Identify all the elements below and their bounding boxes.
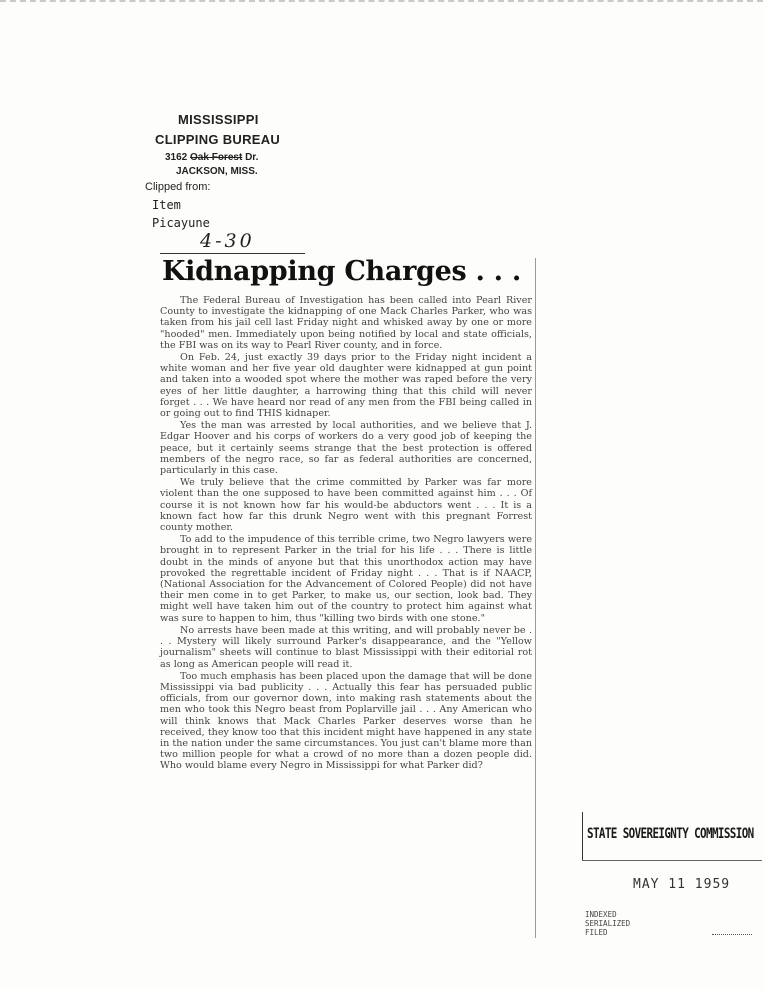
stamp-date: MAY 11 1959 bbox=[633, 877, 731, 892]
article-paragraph: The Federal Bureau of Investigation has been called into Pearl River County to investigate the kidnapping of one Mack Charles Parker, who was taken from his jail cell last Friday night and whisked away by one or more "hooded" men. Immediately upon being notified by local and state officials, the FBI was on its way to Pearl River county, and in force. bbox=[160, 295, 532, 351]
bureau-name: CLIPPING BUREAU bbox=[155, 132, 281, 147]
article-headline: Kidnapping Charges . . . bbox=[162, 256, 521, 287]
article-paragraph: To add to the impudence of this terrible crime, two Negro lawyers were brought in to represent Parker in the trial for his life . . . There is little doubt in the minds of anyone but that this unorthodox action may have provoked the regrettable incident of Friday night . . . That is if NAACP, (National Association for the Advancement of Colored People) did not have their men come in to get Parker, to make us, our section, look bad. They might well have taken him out of the country to protect him against what was sure to happen to him, thus "killing two birds with one stone." bbox=[160, 534, 532, 624]
bureau-city: JACKSON, MISS. bbox=[176, 166, 258, 177]
article-paragraph: Yes the man was arrested by local authorities, and we believe that J. Edgar Hoover and his corps of workers do a very good job of keeping the peace, but it certainly seems strange that the best protection is offered members of the negro race, so far as federal authorities are concerned, particularly in this case. bbox=[160, 420, 532, 477]
stamp-title: STATE SOVEREIGNTY COMMISSION bbox=[587, 826, 754, 842]
stamp-labels bbox=[585, 910, 630, 937]
article-paragraph: No arrests have been made at this writing, and will probably never be . . . Mystery will likely surround Parker's disappearance, and the "Yellow journalism" sheets will continue to blast Mississippi with their editorial rot as long as American people will read it. bbox=[160, 624, 532, 670]
stamp-label-serialized: SERIALIZED bbox=[585, 919, 631, 928]
stamp-left-rule bbox=[582, 812, 583, 860]
date-underline bbox=[160, 253, 305, 254]
article-paragraph: We truly believe that the crime committed by Parker was far more violent than the one supposed to have been committed against him . . . Of course it is not known how far his would-be abductors went . . . It is a known fact how far this drunk Negro went with this pregnant Forrest county mother. bbox=[160, 477, 532, 534]
bureau-address bbox=[165, 152, 258, 163]
stamp-label-filed: FILED bbox=[585, 928, 608, 937]
handwritten-date: 4-30 bbox=[200, 230, 255, 252]
address-suffix: Dr. bbox=[245, 152, 259, 163]
address-struck: Oak Forest bbox=[190, 152, 243, 163]
article-paragraph: Too much emphasis has been placed upon the damage that will be done Mississippi via bad publicity . . . Actually this fear has persuaded public officials, from our governor down, into making rash statements about the men who took this Negro beast from Poplarville jail . . . Any American who will think knows that Mack Charles Parker deserves worse than he received, they know too that this incident might have happened in any state in the nation under the same circumstances. You just can't blame more than two million people for what a crowd of no more than a dozen people did. Who would blame every Negro in Mississippi for what Parker did? bbox=[160, 670, 532, 772]
stamp-bottom-rule bbox=[582, 860, 762, 861]
column-rule bbox=[535, 258, 536, 938]
bureau-state: MISSISSIPPI bbox=[178, 112, 259, 127]
article-paragraph: On Feb. 24, just exactly 39 days prior to the Friday night incident a white woman and her five year old daughter were kidnapped at gun point and taken into a wooded spot where the mother was raped before the very eyes of her little daughter, a harrowing thing that this child will never forget . . . We have heard nor read of any men from the FBI being called in or going out to find THIS kidnaper. bbox=[160, 352, 532, 420]
clipped-from-label: Clipped from: bbox=[145, 181, 211, 193]
page-top-border bbox=[0, 0, 763, 4]
article-body bbox=[160, 295, 532, 773]
stamp-label-indexed: INDEXED bbox=[585, 910, 617, 919]
newspaper-name-1: Item bbox=[152, 198, 181, 212]
newspaper-name-2: Picayune bbox=[152, 216, 210, 230]
stamp-initial-mark bbox=[712, 934, 752, 935]
address-number: 3162 bbox=[165, 152, 188, 163]
